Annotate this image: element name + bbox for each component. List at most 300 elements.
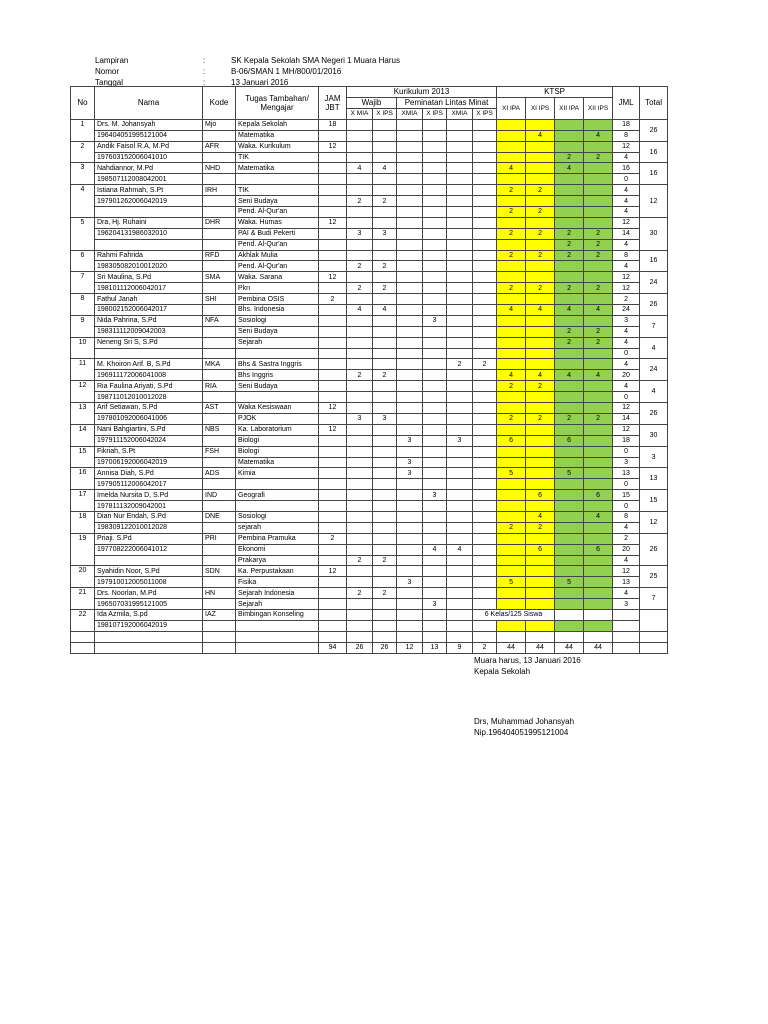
cell-value: 2 (373, 555, 397, 566)
header-kode: Kode (203, 87, 236, 120)
cell-value (497, 501, 526, 512)
cell-value (447, 468, 473, 479)
cell-value (397, 359, 423, 370)
cell-value (497, 566, 526, 577)
cell-value (584, 185, 613, 196)
cell-value (423, 457, 447, 468)
cell-value (423, 283, 447, 294)
cell-value (447, 370, 473, 381)
cell-jml: 4 (613, 381, 640, 392)
cell-value (373, 446, 397, 457)
cell-jml: 0 (613, 501, 640, 512)
cell-value (447, 152, 473, 163)
cell-kode (203, 599, 236, 610)
cell-value (447, 348, 473, 359)
cell-value (497, 217, 526, 228)
cell-value (555, 599, 584, 610)
cell-value (423, 217, 447, 228)
cell-value (497, 348, 526, 359)
cell-value (373, 174, 397, 185)
cell-kode (203, 348, 236, 359)
table-row (71, 381, 668, 392)
cell-value (397, 588, 423, 599)
cell-jml: 0 (613, 479, 640, 490)
cell-jam (319, 370, 347, 381)
cell-value (373, 479, 397, 490)
cell-value: 2 (497, 207, 526, 218)
cell-nama: 197905112006042017 (95, 479, 203, 490)
cell-nama (95, 348, 203, 359)
cell-value (397, 522, 423, 533)
cell-value (497, 294, 526, 305)
cell-value (397, 174, 423, 185)
header-sub: XMIA (397, 108, 423, 119)
header-sub: X IPS (473, 108, 497, 119)
cell-no: 15 (71, 446, 95, 468)
cell-value (526, 588, 555, 599)
cell-jam (319, 522, 347, 533)
cell-jam (319, 283, 347, 294)
cell-value (555, 119, 584, 130)
cell-total: 16 (640, 141, 668, 163)
cell-value (447, 609, 473, 620)
cell-value (555, 207, 584, 218)
cell-value (423, 174, 447, 185)
cell-value (555, 544, 584, 555)
cell-value (397, 337, 423, 348)
cell-nama: 198311112009042003 (95, 326, 203, 337)
cell-value (584, 348, 613, 359)
cell-nama: Arif Setiawan, S.Pd (95, 403, 203, 414)
cell-tugas: Ka. Perpustakaan (236, 566, 319, 577)
cell-value (373, 141, 397, 152)
cell-nama (95, 207, 203, 218)
cell-jam (319, 174, 347, 185)
cell-value (584, 577, 613, 588)
total-value: 26 (373, 642, 397, 653)
total-value: 44 (497, 642, 526, 653)
cell-value (555, 141, 584, 152)
cell-jml: 20 (613, 370, 640, 381)
cell-value (526, 479, 555, 490)
cell-value (555, 479, 584, 490)
cell-value (555, 424, 584, 435)
cell-jml: 20 (613, 544, 640, 555)
cell-value (447, 207, 473, 218)
header-ktsp: KTSP (497, 87, 613, 98)
cell-value (347, 599, 373, 610)
cell-kode: HN (203, 588, 236, 599)
table-row (71, 250, 668, 261)
cell-value: 3 (373, 228, 397, 239)
cell-jml: 12 (613, 424, 640, 435)
cell-tugas: Matematika (236, 163, 319, 174)
cell-jam: 12 (319, 424, 347, 435)
cell-value: 3 (447, 435, 473, 446)
header-jml: JML (613, 87, 640, 120)
cell-jam (319, 185, 347, 196)
cell-value (584, 609, 613, 620)
cell-value (497, 555, 526, 566)
cell-total: 16 (640, 163, 668, 185)
cell-jml: 4 (613, 588, 640, 599)
cell-jam (319, 326, 347, 337)
cell-value (584, 501, 613, 512)
cell-value: 6 (555, 435, 584, 446)
cell-value (447, 392, 473, 403)
cell-value (373, 272, 397, 283)
cell-value (584, 599, 613, 610)
cell-value (397, 392, 423, 403)
cell-no: 19 (71, 533, 95, 566)
cell-value (555, 196, 584, 207)
table-row (71, 511, 668, 522)
signature-title: Kepala Sekolah (474, 667, 531, 676)
cell-value (584, 163, 613, 174)
cell-value: 2 (347, 283, 373, 294)
cell-value: 2 (584, 337, 613, 348)
cell-empty (397, 631, 423, 642)
cell-value (397, 217, 423, 228)
cell-value (347, 239, 373, 250)
cell-value (473, 501, 497, 512)
table-row (71, 392, 668, 403)
table-row (71, 152, 668, 163)
cell-jam (319, 337, 347, 348)
cell-value: 2 (447, 359, 473, 370)
cell-empty (236, 642, 319, 653)
cell-value (447, 457, 473, 468)
cell-value (423, 511, 447, 522)
cell-jml: 12 (613, 217, 640, 228)
cell-nama: 197901262006042019 (95, 196, 203, 207)
cell-empty (613, 631, 640, 642)
cell-jam (319, 479, 347, 490)
cell-jml: 0 (613, 348, 640, 359)
cell-value (397, 381, 423, 392)
cell-value (473, 522, 497, 533)
table-row (71, 490, 668, 501)
cell-value (423, 119, 447, 130)
cell-value: 4 (423, 544, 447, 555)
cell-nama: Dra, Hj. Ruhaini (95, 217, 203, 228)
meta-key: Tanggal (95, 78, 124, 87)
cell-value (423, 250, 447, 261)
cell-tugas: Kepala Sekolah (236, 119, 319, 130)
cell-value (555, 348, 584, 359)
table-row (71, 403, 668, 414)
total-value: 44 (526, 642, 555, 653)
cell-value (555, 511, 584, 522)
cell-value (373, 239, 397, 250)
cell-value (447, 250, 473, 261)
cell-value (473, 326, 497, 337)
cell-value (473, 555, 497, 566)
cell-value (497, 337, 526, 348)
cell-value (497, 392, 526, 403)
cell-kode (203, 261, 236, 272)
table-row (71, 588, 668, 599)
cell-value (584, 315, 613, 326)
header-peminatan: Peminatan Lintas Minat (397, 97, 497, 108)
cell-value: 2 (526, 250, 555, 261)
table-row (71, 620, 668, 631)
cell-empty (447, 631, 473, 642)
cell-jam (319, 261, 347, 272)
cell-value (526, 174, 555, 185)
cell-value (555, 261, 584, 272)
cell-no: 13 (71, 403, 95, 425)
cell-value (397, 207, 423, 218)
cell-value: 4 (447, 544, 473, 555)
cell-kode (203, 435, 236, 446)
cell-value (397, 511, 423, 522)
cell-value (447, 446, 473, 457)
cell-value: 2 (373, 196, 397, 207)
cell-value (584, 392, 613, 403)
cell-value (423, 468, 447, 479)
cell-kode: RFD (203, 250, 236, 261)
cell-value (347, 457, 373, 468)
cell-value (447, 511, 473, 522)
meta-value: SK Kepala Sekolah SMA Negeri 1 Muara Harus (231, 56, 400, 65)
table-row (71, 337, 668, 348)
table-row (71, 239, 668, 250)
cell-value (584, 381, 613, 392)
cell-nama: 198101112006042017 (95, 283, 203, 294)
cell-value (347, 392, 373, 403)
cell-value (497, 272, 526, 283)
cell-value (373, 326, 397, 337)
cell-value (397, 348, 423, 359)
meta-sep: : (203, 67, 206, 76)
cell-kode: ADS (203, 468, 236, 479)
cell-tugas: Waka. Kurikulum (236, 141, 319, 152)
cell-total: 30 (640, 424, 668, 446)
cell-nama: 196204131986032010 (95, 228, 203, 239)
cell-empty (95, 642, 203, 653)
cell-value: 6 (526, 544, 555, 555)
cell-value: 3 (397, 577, 423, 588)
cell-kode (203, 555, 236, 566)
cell-value (473, 261, 497, 272)
total-value: 44 (584, 642, 613, 653)
cell-value (373, 533, 397, 544)
cell-tugas (236, 479, 319, 490)
cell-tugas: Pembina OSIS (236, 294, 319, 305)
cell-jml: 15 (613, 490, 640, 501)
cell-value (447, 261, 473, 272)
cell-value (447, 141, 473, 152)
cell-tugas: Pembina Pramuka (236, 533, 319, 544)
cell-jam (319, 359, 347, 370)
cell-value (526, 272, 555, 283)
cell-value (584, 446, 613, 457)
cell-kode (203, 544, 236, 555)
cell-tugas: Pend. Al-Qur'an (236, 207, 319, 218)
cell-jml: 3 (613, 315, 640, 326)
cell-value (526, 468, 555, 479)
cell-tugas: Ekonomi (236, 544, 319, 555)
meta-sep: : (203, 78, 206, 87)
cell-value (584, 555, 613, 566)
cell-value: 5 (555, 577, 584, 588)
cell-jam (319, 130, 347, 141)
cell-note: 6 Kelas/125 Siswa (473, 609, 555, 620)
cell-jam (319, 501, 347, 512)
cell-value (447, 228, 473, 239)
cell-value (526, 152, 555, 163)
cell-value (526, 359, 555, 370)
cell-value (373, 457, 397, 468)
cell-no: 21 (71, 588, 95, 610)
table-row (71, 348, 668, 359)
cell-value (423, 533, 447, 544)
cell-value (497, 446, 526, 457)
cell-value (555, 359, 584, 370)
cell-value: 2 (584, 326, 613, 337)
cell-value (526, 392, 555, 403)
cell-value: 4 (347, 305, 373, 316)
cell-value (423, 566, 447, 577)
cell-jam: 12 (319, 141, 347, 152)
header-tugas: Tugas Tambahan/ Mengajar (236, 87, 319, 120)
cell-value (397, 119, 423, 130)
cell-value (584, 533, 613, 544)
cell-value: 3 (423, 599, 447, 610)
cell-value: 4 (555, 163, 584, 174)
cell-nama: Nahdiannor, M.Pd (95, 163, 203, 174)
cell-value (584, 174, 613, 185)
cell-value (397, 599, 423, 610)
cell-total: 16 (640, 250, 668, 272)
table-row (71, 609, 668, 620)
table-row (71, 163, 668, 174)
cell-value (347, 207, 373, 218)
cell-value (373, 250, 397, 261)
cell-jam: 12 (319, 217, 347, 228)
cell-value (423, 620, 447, 631)
cell-value (373, 501, 397, 512)
cell-no: 6 (71, 250, 95, 272)
cell-value: 4 (584, 511, 613, 522)
cell-value (447, 185, 473, 196)
cell-value: 2 (526, 185, 555, 196)
cell-value: 2 (526, 207, 555, 218)
cell-nama: Istiana Rahmah, S.Pt (95, 185, 203, 196)
cell-tugas: PJOK (236, 413, 319, 424)
cell-jam (319, 620, 347, 631)
cell-value: 4 (526, 511, 555, 522)
cell-value (373, 207, 397, 218)
cell-value: 2 (347, 555, 373, 566)
cell-value (473, 250, 497, 261)
cell-jam (319, 163, 347, 174)
cell-value: 3 (423, 490, 447, 501)
total-value: 13 (423, 642, 447, 653)
cell-value (555, 294, 584, 305)
cell-value (473, 435, 497, 446)
cell-nama: 197910012005011008 (95, 577, 203, 588)
cell-jml: 12 (613, 566, 640, 577)
cell-tugas: Sejarah (236, 599, 319, 610)
cell-value: 2 (347, 261, 373, 272)
cell-value (347, 490, 373, 501)
cell-jam (319, 609, 347, 620)
cell-value (373, 424, 397, 435)
cell-value (397, 490, 423, 501)
cell-value (423, 381, 447, 392)
cell-value (423, 501, 447, 512)
cell-value (447, 599, 473, 610)
cell-value: 2 (526, 283, 555, 294)
cell-value (555, 392, 584, 403)
cell-kode (203, 239, 236, 250)
cell-value (584, 196, 613, 207)
cell-tugas: Ka. Laboratorium (236, 424, 319, 435)
cell-value: 2 (373, 588, 397, 599)
cell-jml: 14 (613, 413, 640, 424)
cell-no: 17 (71, 490, 95, 512)
cell-value (447, 566, 473, 577)
cell-nama: Ida Azmila, S.pd (95, 609, 203, 620)
header-sub: XMIA (447, 108, 473, 119)
cell-value (473, 272, 497, 283)
cell-value (497, 544, 526, 555)
cell-value (397, 424, 423, 435)
cell-value (447, 577, 473, 588)
cell-tugas (236, 620, 319, 631)
cell-empty (71, 631, 95, 642)
cell-jml: 24 (613, 305, 640, 316)
cell-jml: 4 (613, 185, 640, 196)
cell-value: 4 (347, 163, 373, 174)
table-row (71, 359, 668, 370)
cell-value (584, 359, 613, 370)
cell-nama: Andik Faisol R.A, M.Pd (95, 141, 203, 152)
cell-value (473, 217, 497, 228)
cell-value (497, 588, 526, 599)
cell-value (373, 130, 397, 141)
table-row (71, 533, 668, 544)
cell-kode (203, 337, 236, 348)
cell-jml: 8 (613, 250, 640, 261)
cell-tugas: Biologi (236, 435, 319, 446)
cell-value (347, 119, 373, 130)
cell-nama: Fikriah, S.Pt (95, 446, 203, 457)
cell-total: 7 (640, 588, 668, 610)
cell-kode: SDN (203, 566, 236, 577)
cell-value (423, 609, 447, 620)
cell-value (397, 370, 423, 381)
cell-value (373, 185, 397, 196)
cell-value (373, 577, 397, 588)
cell-value (555, 555, 584, 566)
cell-value (497, 599, 526, 610)
cell-value (473, 577, 497, 588)
cell-value (347, 620, 373, 631)
cell-value: 6 (584, 490, 613, 501)
cell-value (555, 533, 584, 544)
cell-value (423, 479, 447, 490)
cell-value (347, 326, 373, 337)
cell-tugas: Akhlak Mulia (236, 250, 319, 261)
cell-value: 2 (555, 283, 584, 294)
cell-no: 7 (71, 272, 95, 294)
cell-value (373, 217, 397, 228)
cell-value (555, 522, 584, 533)
cell-empty (236, 631, 319, 642)
